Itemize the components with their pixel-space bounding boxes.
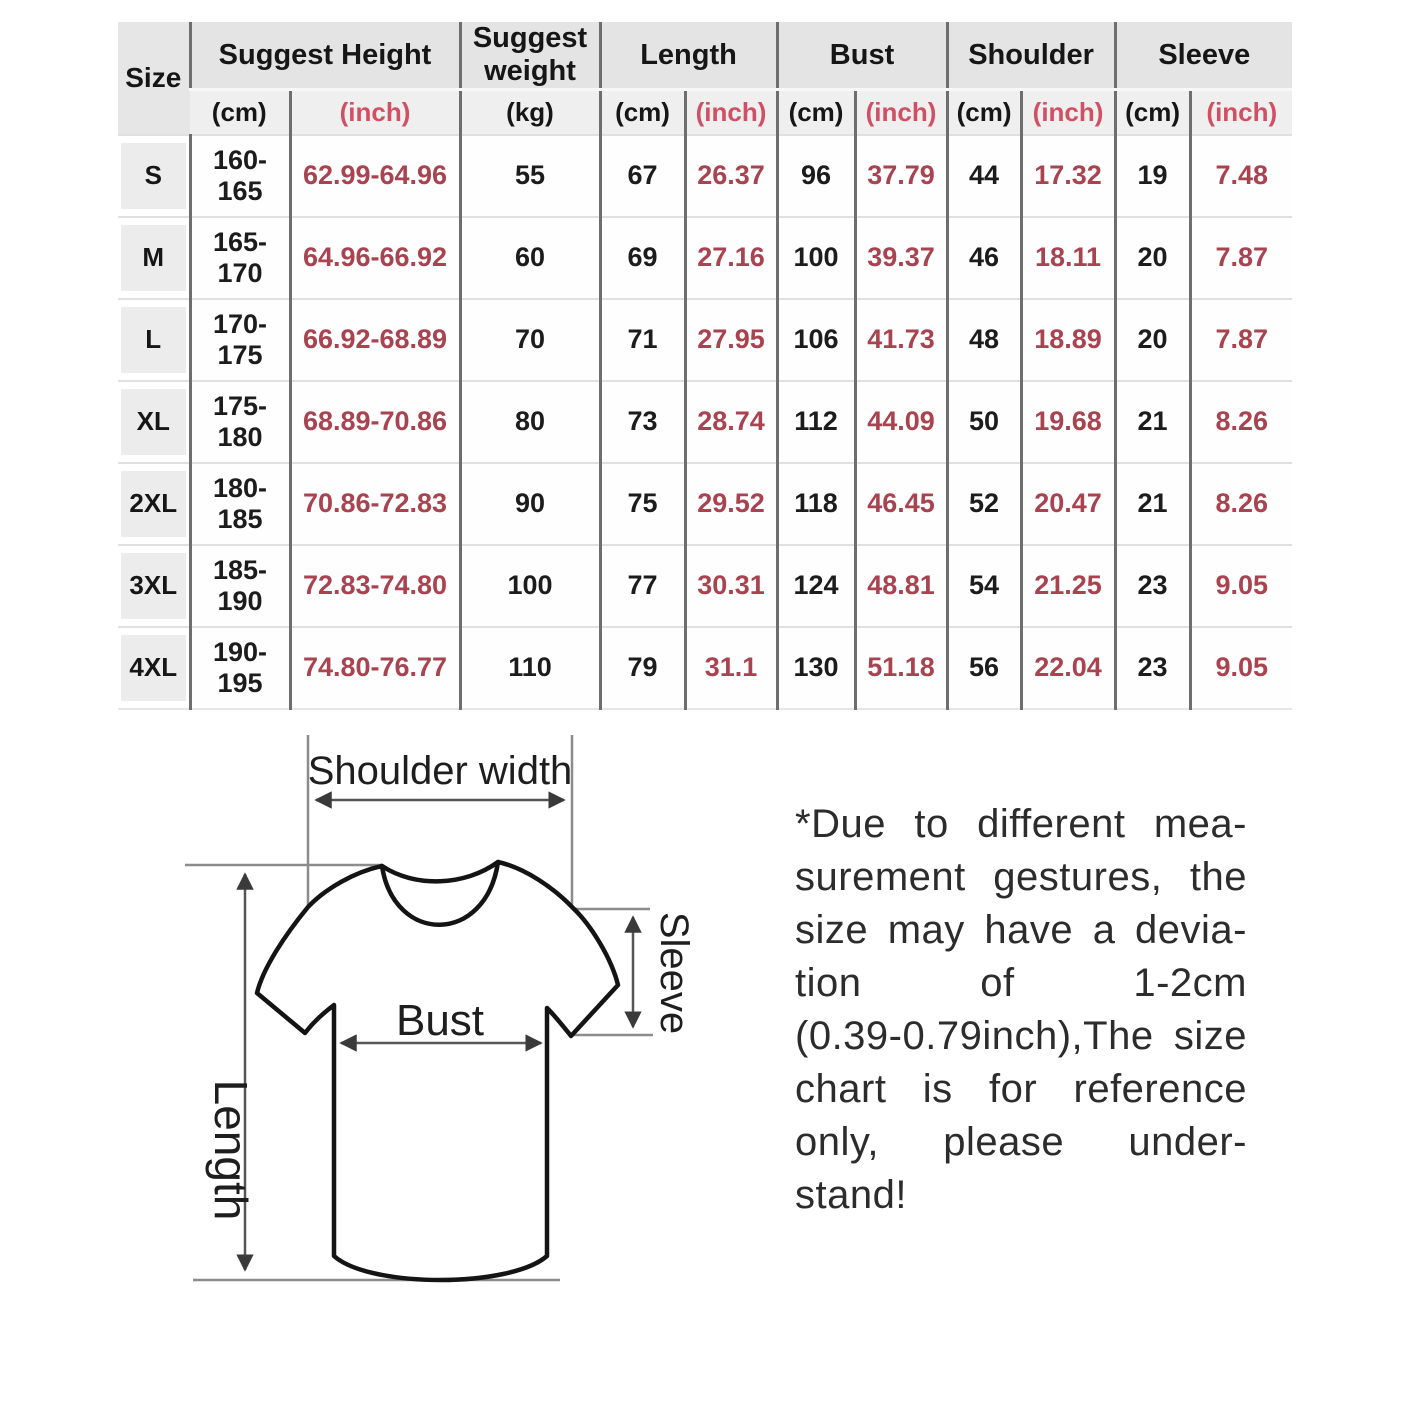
- unit-header-cm: (cm): [947, 90, 1021, 135]
- length-label: Length: [205, 1079, 257, 1221]
- value-cell: 19: [1115, 135, 1190, 217]
- size-cell: [118, 627, 190, 709]
- value-cell: 29.52: [685, 463, 777, 545]
- table-row: [118, 135, 1292, 217]
- unit-header-cm: (cm): [600, 90, 685, 135]
- value-cell: 77: [600, 545, 685, 627]
- disclaimer-line: *Due to different mea-: [795, 802, 1247, 846]
- value-cell: 180-185: [190, 463, 290, 545]
- value-cell: 80: [460, 381, 600, 463]
- table-row: [118, 463, 1292, 545]
- value-cell: 130: [777, 627, 855, 709]
- unit-header-cm: (cm): [190, 90, 290, 135]
- value-cell: 66.92-68.89: [290, 299, 460, 381]
- value-cell: 28.74: [685, 381, 777, 463]
- unit-header-inch: (inch): [855, 90, 947, 135]
- sleeve-label: Sleeve: [652, 911, 696, 1035]
- size-chip: L: [121, 307, 186, 373]
- value-cell: 21: [1115, 463, 1190, 545]
- value-cell: 68.89-70.86: [290, 381, 460, 463]
- value-cell: 50: [947, 381, 1021, 463]
- column-header-bust: Bust: [777, 22, 947, 90]
- value-cell: 21.25: [1021, 545, 1115, 627]
- value-cell: 165-170: [190, 217, 290, 299]
- value-cell: 112: [777, 381, 855, 463]
- size-cell: [118, 135, 190, 217]
- disclaimer-line: tion of 1-2cm: [795, 961, 1247, 1005]
- value-cell: 56: [947, 627, 1021, 709]
- size-cell: [118, 217, 190, 299]
- disclaimer-line: stand!: [795, 1173, 907, 1217]
- value-cell: 7.87: [1190, 299, 1292, 381]
- size-chip: XL: [121, 389, 186, 455]
- value-cell: 60: [460, 217, 600, 299]
- size-chip: 3XL: [121, 553, 186, 619]
- table-header-units: [118, 90, 1292, 135]
- value-cell: 9.05: [1190, 545, 1292, 627]
- value-cell: 160-165: [190, 135, 290, 217]
- unit-header-cm: (cm): [1115, 90, 1190, 135]
- table-header-groups: [118, 22, 1292, 90]
- value-cell: 48.81: [855, 545, 947, 627]
- value-cell: 110: [460, 627, 600, 709]
- value-cell: 73: [600, 381, 685, 463]
- value-cell: 7.48: [1190, 135, 1292, 217]
- unit-header-inch: (inch): [685, 90, 777, 135]
- value-cell: 39.37: [855, 217, 947, 299]
- value-cell: 31.1: [685, 627, 777, 709]
- column-header-size: Size: [118, 22, 190, 135]
- size-chip: S: [121, 143, 186, 209]
- value-cell: 74.80-76.77: [290, 627, 460, 709]
- value-cell: 51.18: [855, 627, 947, 709]
- value-cell: 9.05: [1190, 627, 1292, 709]
- value-cell: 23: [1115, 627, 1190, 709]
- disclaimer-line: surement gestures, the: [795, 855, 1247, 899]
- value-cell: 30.31: [685, 545, 777, 627]
- disclaimer-text: [795, 798, 1247, 1222]
- table-row: [118, 217, 1292, 299]
- disclaimer-line: (0.39-0.79inch),The size: [795, 1014, 1247, 1058]
- value-cell: 64.96-66.92: [290, 217, 460, 299]
- table-row: [118, 299, 1292, 381]
- column-header-shoulder: Shoulder: [947, 22, 1115, 90]
- disclaimer-line: size may have a devia-: [795, 908, 1247, 952]
- tshirt-measurement-diagram: [130, 720, 750, 1360]
- value-cell: 54: [947, 545, 1021, 627]
- shoulder-width-label: Shoulder width: [307, 749, 573, 793]
- disclaimer-line: only, please under-: [795, 1120, 1247, 1164]
- value-cell: 90: [460, 463, 600, 545]
- value-cell: 20.47: [1021, 463, 1115, 545]
- value-cell: 185-190: [190, 545, 290, 627]
- bust-label: Bust: [395, 996, 485, 1045]
- size-cell: [118, 299, 190, 381]
- value-cell: 26.37: [685, 135, 777, 217]
- value-cell: 44.09: [855, 381, 947, 463]
- value-cell: 71: [600, 299, 685, 381]
- table-row: [118, 627, 1292, 709]
- column-header-suggest-weight: Suggest weight: [460, 22, 600, 90]
- value-cell: 72.83-74.80: [290, 545, 460, 627]
- value-cell: 69: [600, 217, 685, 299]
- value-cell: 67: [600, 135, 685, 217]
- column-header-sleeve: Sleeve: [1115, 22, 1292, 90]
- value-cell: 20: [1115, 299, 1190, 381]
- size-cell: [118, 545, 190, 627]
- value-cell: 17.32: [1021, 135, 1115, 217]
- value-cell: 41.73: [855, 299, 947, 381]
- column-header-length: Length: [600, 22, 777, 90]
- value-cell: 100: [460, 545, 600, 627]
- table-row: [118, 381, 1292, 463]
- disclaimer-line: chart is for reference: [795, 1067, 1247, 1111]
- size-chart-table: [118, 22, 1292, 710]
- value-cell: 70.86-72.83: [290, 463, 460, 545]
- value-cell: 27.95: [685, 299, 777, 381]
- value-cell: 19.68: [1021, 381, 1115, 463]
- value-cell: 22.04: [1021, 627, 1115, 709]
- value-cell: 75: [600, 463, 685, 545]
- value-cell: 79: [600, 627, 685, 709]
- value-cell: 175-180: [190, 381, 290, 463]
- tshirt-outline: [257, 862, 618, 1280]
- value-cell: 46.45: [855, 463, 947, 545]
- column-header-suggest-height: Suggest Height: [190, 22, 460, 90]
- value-cell: 18.11: [1021, 217, 1115, 299]
- value-cell: 21: [1115, 381, 1190, 463]
- value-cell: 96: [777, 135, 855, 217]
- unit-header-inch: (inch): [290, 90, 460, 135]
- unit-header-kg: (kg): [460, 90, 600, 135]
- size-cell: [118, 381, 190, 463]
- value-cell: 18.89: [1021, 299, 1115, 381]
- value-cell: 20: [1115, 217, 1190, 299]
- value-cell: 70: [460, 299, 600, 381]
- value-cell: 190-195: [190, 627, 290, 709]
- value-cell: 27.16: [685, 217, 777, 299]
- unit-header-cm: (cm): [777, 90, 855, 135]
- value-cell: 170-175: [190, 299, 290, 381]
- value-cell: 37.79: [855, 135, 947, 217]
- value-cell: 52: [947, 463, 1021, 545]
- tshirt-diagram-svg: [130, 720, 750, 1360]
- unit-header-inch: (inch): [1021, 90, 1115, 135]
- value-cell: 8.26: [1190, 381, 1292, 463]
- value-cell: 124: [777, 545, 855, 627]
- size-chip: M: [121, 225, 186, 291]
- value-cell: 48: [947, 299, 1021, 381]
- unit-header-inch: (inch): [1190, 90, 1292, 135]
- tshirt-collar-back-line: [382, 862, 498, 881]
- value-cell: 118: [777, 463, 855, 545]
- value-cell: 55: [460, 135, 600, 217]
- value-cell: 8.26: [1190, 463, 1292, 545]
- value-cell: 23: [1115, 545, 1190, 627]
- value-cell: 44: [947, 135, 1021, 217]
- value-cell: 62.99-64.96: [290, 135, 460, 217]
- size-cell: [118, 463, 190, 545]
- size-chip: 2XL: [121, 471, 186, 537]
- size-chip: 4XL: [121, 635, 186, 701]
- table-row: [118, 545, 1292, 627]
- value-cell: 46: [947, 217, 1021, 299]
- value-cell: 100: [777, 217, 855, 299]
- value-cell: 106: [777, 299, 855, 381]
- value-cell: 7.87: [1190, 217, 1292, 299]
